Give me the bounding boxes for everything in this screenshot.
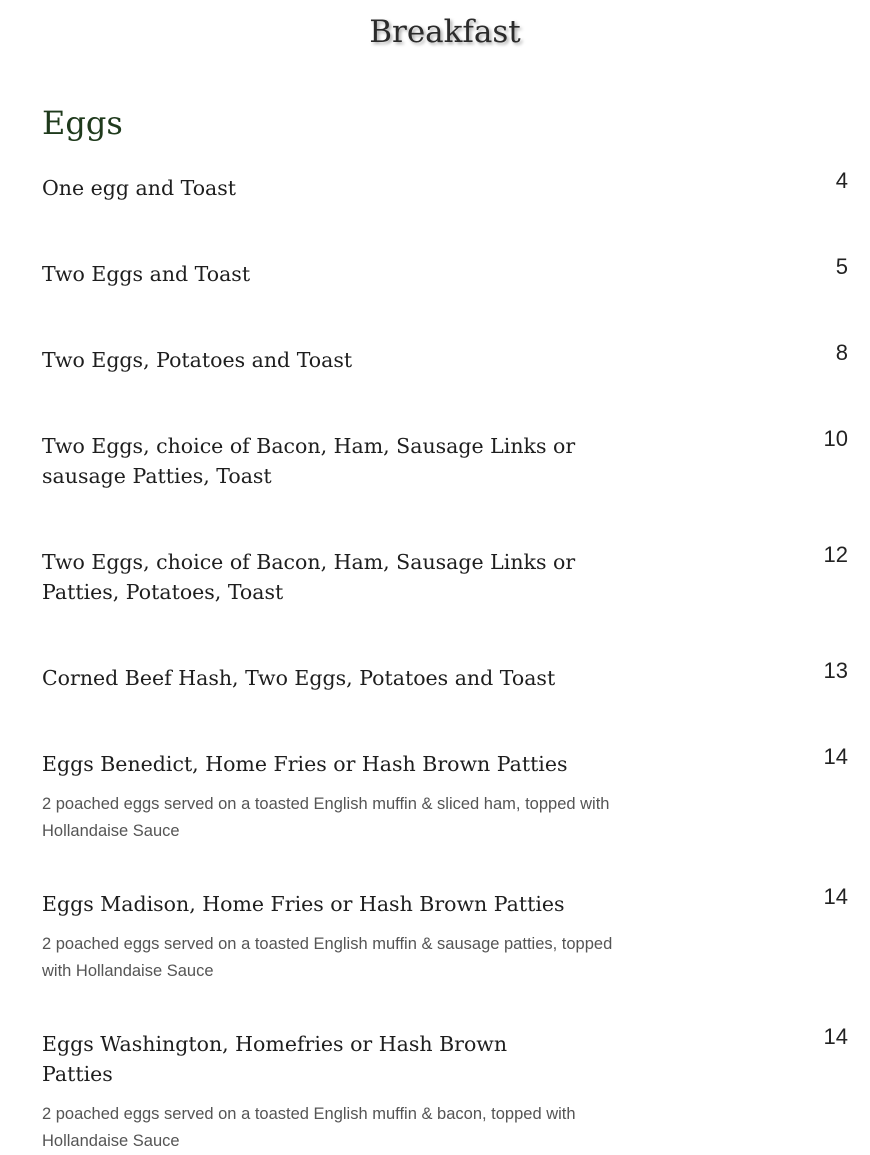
- menu-item: [42, 658, 848, 693]
- menu-item-price: 5: [835, 254, 848, 279]
- menu-item-name: Two Eggs, Potatoes and Toast: [42, 348, 353, 372]
- menu-item-name: Two Eggs, choice of Bacon, Ham, Sausage Links or Patties, Potatoes, Toast: [42, 550, 576, 604]
- menu-item-price: 13: [823, 658, 848, 683]
- menu-item-price: 14: [823, 744, 848, 769]
- menu-item-price: 4: [835, 168, 848, 193]
- menu-item: [42, 542, 848, 607]
- menu-item: [42, 254, 848, 289]
- menu-item-name: Corned Beef Hash, Two Eggs, Potatoes and Toast: [42, 666, 556, 690]
- menu-item: [42, 168, 848, 203]
- menu-item-name: Two Eggs, choice of Bacon, Ham, Sausage Links or sausage Patties, Toast: [42, 434, 576, 488]
- menu-item-price: 14: [823, 1024, 848, 1049]
- menu-item: [42, 744, 848, 845]
- menu-item: [42, 426, 848, 491]
- menu-item: [42, 1024, 848, 1155]
- menu-item-price: 10: [823, 426, 848, 451]
- menu-item-name: One egg and Toast: [42, 176, 237, 200]
- menu-item: [42, 340, 848, 375]
- menu-item-name: Eggs Benedict, Home Fries or Hash Brown Patties: [42, 752, 568, 776]
- section-title-eggs: Eggs: [42, 104, 123, 142]
- menu-item-price: 8: [835, 340, 848, 365]
- menu-item-description: 2 poached eggs served on a toasted English muffin & sliced ham, topped with Hollandaise Sauce: [42, 795, 610, 840]
- menu-item-description: 2 poached eggs served on a toasted English muffin & bacon, topped with Hollandaise Sauce: [42, 1105, 576, 1150]
- menu-item: [42, 884, 848, 985]
- page-title: Breakfast: [369, 14, 521, 50]
- menu-item-name: Two Eggs and Toast: [42, 262, 251, 286]
- menu-item-name: Eggs Madison, Home Fries or Hash Brown Patties: [42, 892, 565, 916]
- menu-item-description: 2 poached eggs served on a toasted English muffin & sausage patties, topped with Hollandaise Sauce: [42, 935, 613, 980]
- menu-item-price: 12: [823, 542, 848, 567]
- menu-item-price: 14: [823, 884, 848, 909]
- menu-item-name: Eggs Washington, Homefries or Hash Brown Patties: [42, 1032, 508, 1086]
